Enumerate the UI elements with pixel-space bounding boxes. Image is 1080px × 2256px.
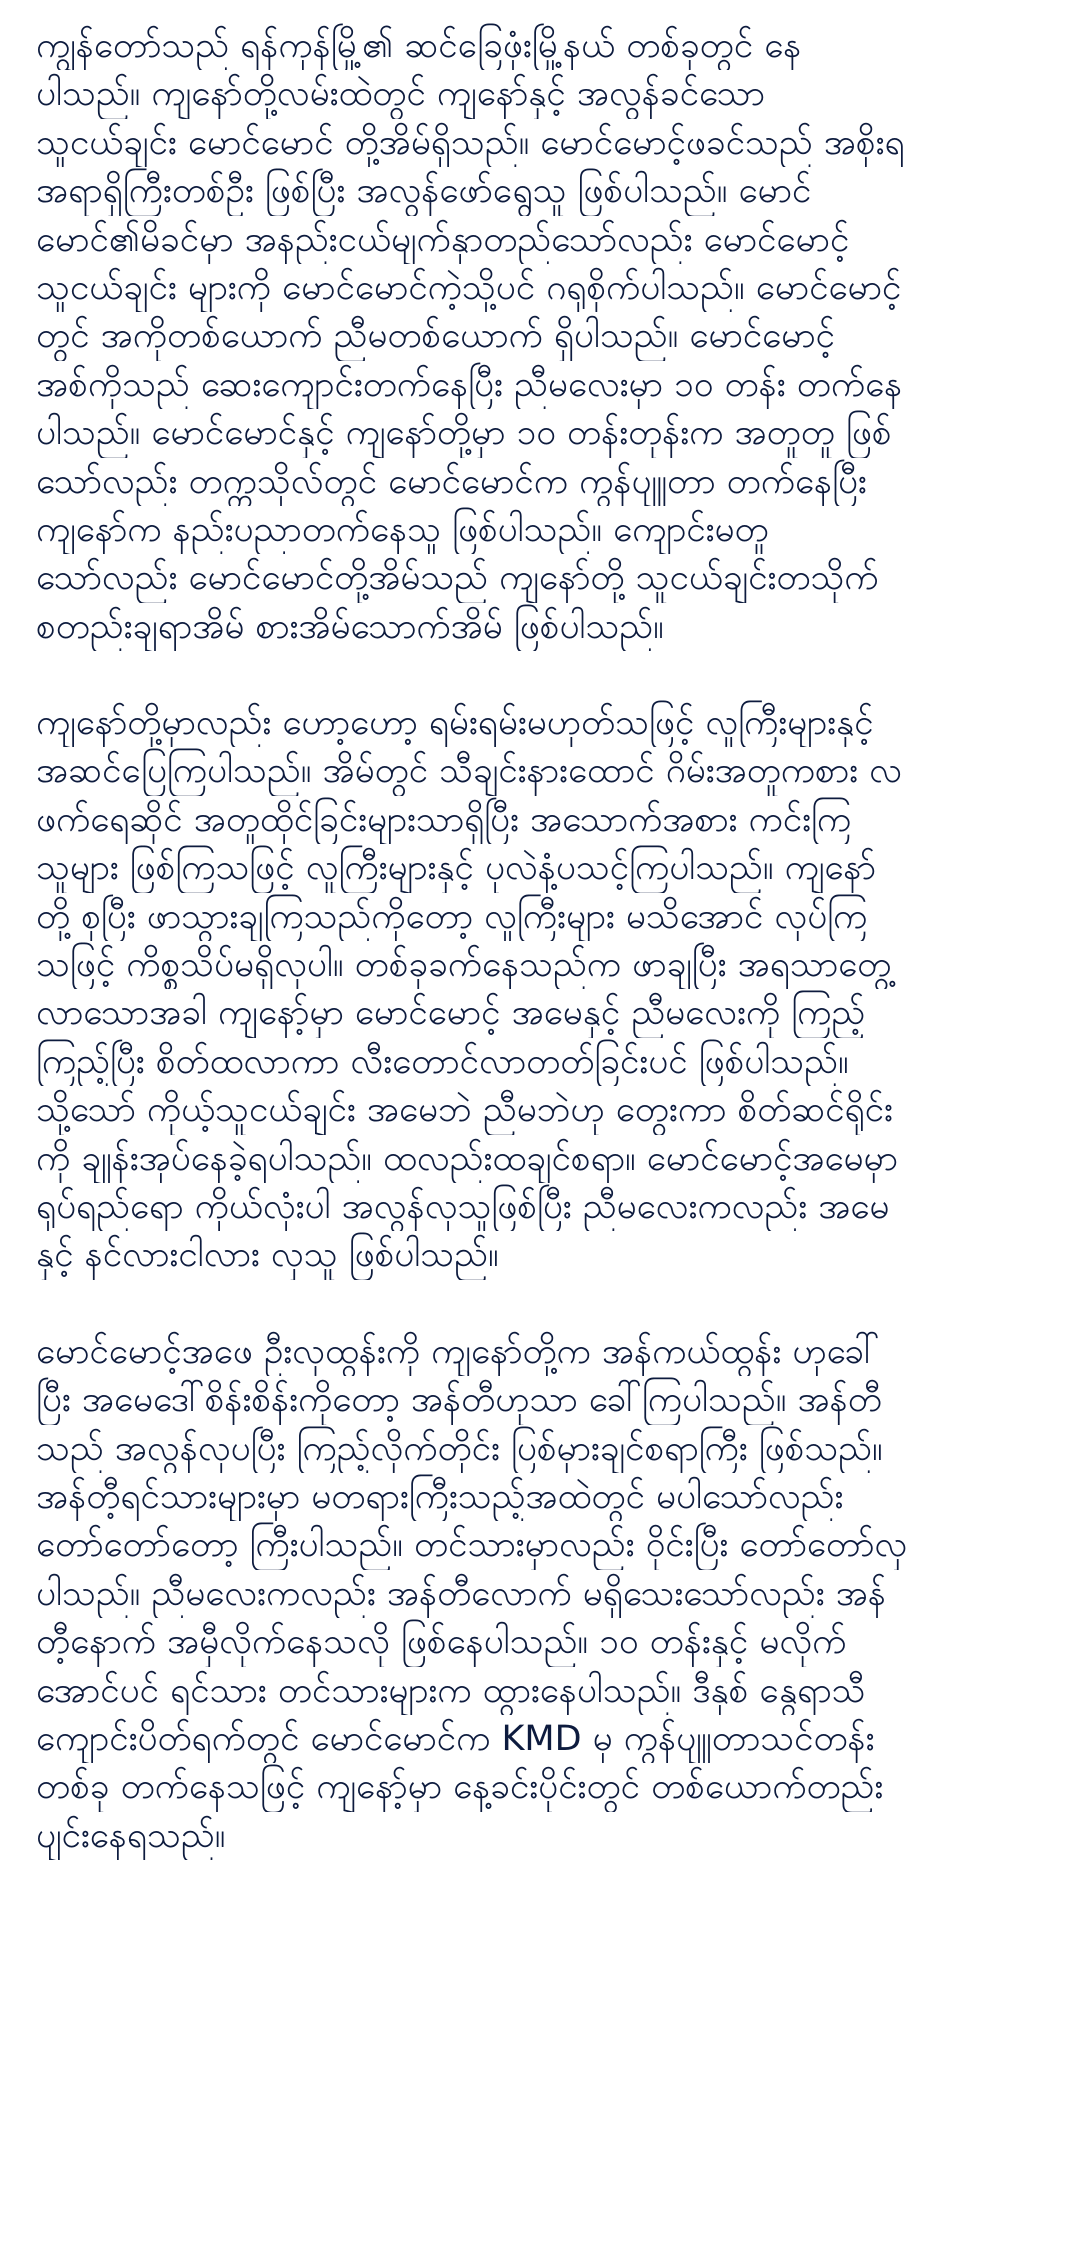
text-line: ပျင်းနေရသည်။ [36, 1815, 226, 1856]
text-line: ကျွန်တော်သည် ရန်ကုန်မြို့၏ ဆင်ခြေဖုံးမြို့နယ် တစ်ခုတွင် နေ [36, 26, 802, 66]
text-line: စတည်းချရာအိမ် စားအိမ်သောက်အိမ် ဖြစ်ပါသည်။ [36, 606, 664, 647]
text-line: တီ့နောက် အမှီလိုက်နေသလို ဖြစ်နေပါသည်။ ၁၀ တန်းနှင့် မလိုက် [36, 1622, 847, 1663]
text-line: ပါသည်။ မောင်မောင်နှင့် ကျနော်တို့မှာ ၁၀ တန်းတုန်းက အတူတူ ဖြစ် [36, 413, 892, 454]
text-line: သည် အလွန်လှပပြီး ကြည့်လိုက်တိုင်း ပြစ်မှားချင်စရာကြီး ဖြစ်သည်။ [36, 1428, 883, 1469]
text-line: တစ်ခု တက်နေသဖြင့် ကျနော့်မှာ နေ့ခင်းပိုင်းတွင် တစ်ယောက်တည်း [36, 1767, 884, 1808]
text-line: အန်တီ့ရင်သားများမှာ မတရားကြီးသည့်အထဲတွင် မပါသော်လည်း [36, 1476, 844, 1517]
paragraph-1 [36, 22, 1056, 651]
text-line: သို့သော် ကိုယ့်သူငယ်ချင်း အမေဘဲ ညီမဘဲဟု တွေးကာ စိတ်ဆင်ရိုင်း [36, 1090, 893, 1131]
text-line: သော်လည်း တက္ကသိုလ်တွင် မောင်မောင်က ကွန်ပျူတာ တက်နေပြီး [36, 461, 867, 502]
text-line: ကျောင်းပိတ်ရက်တွင် မောင်မောင်က KMD မှ ကွန်ပျူတာသင်တန်း [36, 1718, 875, 1759]
text-line: အစ်ကိုသည် ဆေးကျောင်းတက်နေပြီး ညီမလေးမှာ ၁၀ တန်း တက်နေ [36, 364, 903, 405]
text-line: တို့ စုပြီး ဖာသွားချကြသည်ကိုတော့ လူကြီးများ မသိအောင် လုပ်ကြ [36, 896, 868, 937]
text-line: ပါသည်။ ညီမလေးကလည်း အန်တီလောက် မရှိသေးသော်လည်း အန် [36, 1573, 886, 1614]
text-line: ကို ချုန်းအုပ်နေခဲ့ရပါသည်။ ထလည်းထချင်စရာ။ မောင်မောင့်အမေမှာ [36, 1138, 898, 1179]
text-line: သူများ ဖြစ်ကြသဖြင့် လူကြီးများနှင့် ပုလဲနံ့ပသင့်ကြပါသည်။ ကျနော် [36, 848, 876, 889]
text-line: ကျနော်တို့မှာလည်း ဟော့ဟော့ ရမ်းရမ်းမဟုတ်သဖြင့် လူကြီးများနှင့် [36, 703, 874, 744]
paragraph-2 [36, 699, 1056, 1280]
text-line: ကျနော်က နည်းပညာတက်နေသူ ဖြစ်ပါသည်။ ကျောင်းမတူ [36, 509, 769, 550]
text-line: မောင်မောင့်အဖေ ဦးလှထွန်းကို ကျနော်တို့က အန်ကယ်ထွန်း ဟုခေါ် [36, 1331, 880, 1372]
text-line: မောင်၏မိခင်မှာ အနည်းငယ်မျက်နှာတည်သော်လည်း မောင်မောင့် [36, 219, 850, 260]
text-line: တော်တော်တော့ ကြီးပါသည်။ တင်သားမှာလည်း ဝိုင်းပြီး တော်တော်လှ [36, 1525, 908, 1566]
text-line: အဆင်ပြေကြပါသည်။ အိမ်တွင် သီချင်းနားထောင် ဂိမ်းအတူကစား လ [36, 751, 902, 792]
text-line: အောင်ပင် ရင်သား တင်သားများက ထွားနေပါသည်။ ဒီနှစ် နွေရာသီ [36, 1670, 866, 1711]
text-line: ပါသည်။ ကျနော်တို့လမ်းထဲတွင် ကျနော်နှင့် အလွန်ခင်သော [36, 74, 765, 115]
paragraph-3 [36, 1328, 1056, 1860]
text-line: သော်လည်း မောင်မောင်တို့အိမ်သည် ကျနော်တို့ သူငယ်ချင်းတသိုက် [36, 558, 879, 599]
text-line: ဖက်ရေဆိုင် အတူထိုင်ခြင်းများသာရှိပြီး အသောက်အစား ကင်းကြ [36, 799, 852, 840]
article-body [36, 0, 1056, 1860]
text-line: ပြီး အမေဒေါ်စိန်းစိန်းကိုတော့ အန်တီဟုသာ ခေါ်ကြပါသည်။ အန်တီ [36, 1380, 882, 1421]
text-line: သူငယ်ချင်း များကို မောင်မောင်ကဲ့သို့ပင် ဂရုစိုက်ပါသည်။ မောင်မောင့် [36, 267, 902, 308]
text-line: ကြည့်ပြီး စိတ်ထလာကာ လီးတောင်လာတတ်ခြင်းပင် ဖြစ်ပါသည်။ [36, 1041, 849, 1082]
text-line: လာသောအခါ ကျနော့်မှာ မောင်မောင့် အမေနှင့် ညီမလေးကို ကြည့် [36, 993, 866, 1034]
text-line: အရာရှိကြီးတစ်ဦး ဖြစ်ပြီး အလွန်ဖော်ရွေသူ ဖြစ်ပါသည်။ မောင် [36, 171, 812, 212]
text-line: တွင် အကိုတစ်ယောက် ညီမတစ်ယောက် ရှိပါသည်။ မောင်မောင့် [36, 316, 835, 357]
text-line: သဖြင့် ကိစ္စသိပ်မရှိလှပါ။ တစ်ခုခက်နေသည်က ဖာချပြီး အရသာတွေ့ [36, 945, 892, 986]
text-line: သူငယ်ချင်း မောင်မောင် တို့အိမ်ရှိသည်။ မောင်မောင့်ဖခင်သည် အစိုးရ [36, 122, 905, 163]
text-line: ရုပ်ရည်ရော ကိုယ်လုံးပါ အလွန်လှသူဖြစ်ပြီး ညီမလေးကလည်း အမေ [36, 1186, 890, 1227]
text-line: နှင့် နင်လားငါလား လှသူ ဖြစ်ပါသည်။ [36, 1235, 499, 1276]
